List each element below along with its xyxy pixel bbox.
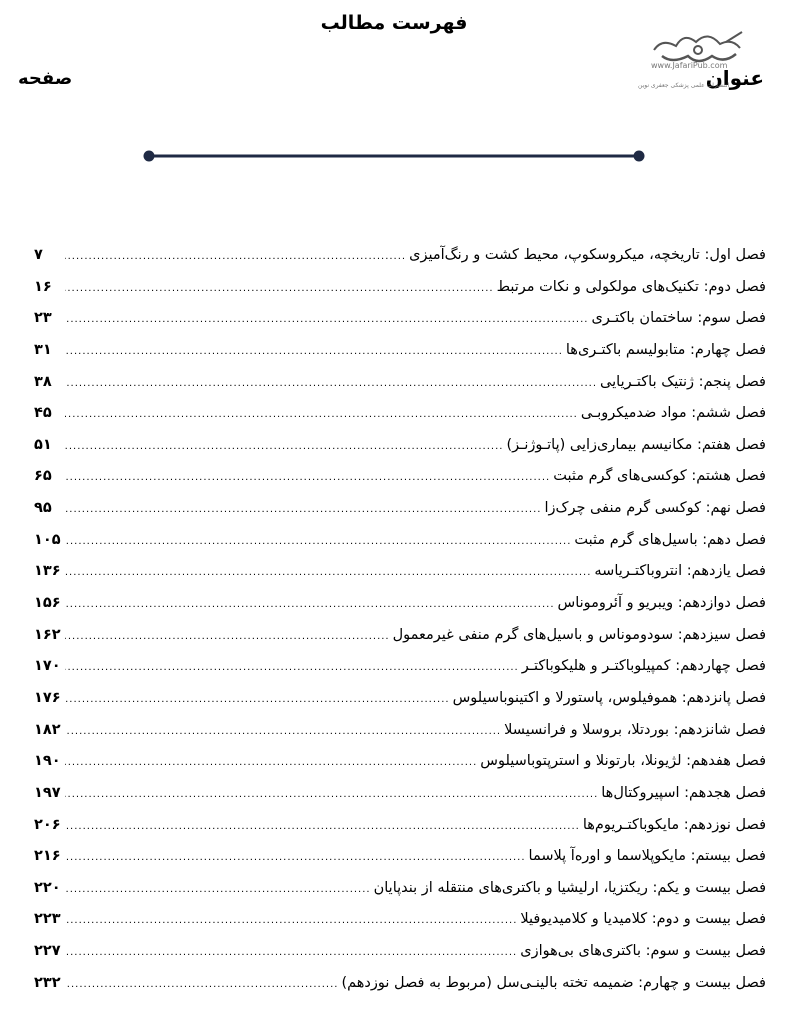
toc-leader-dots — [65, 947, 517, 958]
toc-entry-page: ۱۹۷ — [34, 784, 61, 801]
toc-entry-title: فصل هجدهم: اسپیروکتال‌ها — [601, 784, 766, 801]
toc-entry-title: فصل هشتم: کوکسی‌های گرم مثبت — [553, 468, 766, 485]
toc-entry — [34, 437, 766, 469]
toc-entry-title: فصل بیستم: مایکوپلاسما و اوره‌آ پلاسما — [528, 848, 766, 865]
page-title: فهرست مطالب — [320, 12, 468, 34]
toc-leader-dots — [65, 757, 477, 768]
toc-leader-dots — [65, 472, 550, 483]
toc-entry — [34, 658, 766, 690]
toc-entry — [34, 279, 766, 311]
toc-entry-page: ۱۸۲ — [34, 721, 61, 738]
toc-leader-dots — [65, 567, 591, 578]
toc-leader-dots — [65, 346, 563, 357]
toc-leader-dots — [65, 694, 450, 705]
toc-leader-dots — [65, 631, 390, 642]
toc-entry — [34, 405, 766, 437]
toc-entry-title: فصل اول: تاریخچه، میکروسکوپ، محیط کشت و رنگ‌آمیزی — [409, 247, 766, 263]
toc-leader-dots — [65, 504, 541, 515]
toc-entry — [34, 310, 766, 342]
toc-entry-title: فصل دوم: تکنیک‌های مولکولی و نکات مرتبط — [496, 278, 766, 295]
toc-entry-page: ۱۰۵ — [34, 531, 61, 548]
toc-entry-page: ۶۵ — [34, 468, 52, 485]
column-header-page: صفحه — [18, 68, 73, 89]
toc-entry — [34, 374, 766, 406]
toc-entry-title: فصل سوم: ساختمان باکتـری — [591, 310, 766, 327]
toc-entry-page: ۱۵۶ — [34, 595, 61, 612]
toc-entry-page: ۲۲۳ — [34, 911, 61, 928]
toc-entry — [34, 690, 766, 722]
toc-entry-title: فصل ششم: مواد ضدمیکروبـی — [580, 405, 766, 422]
toc-entry-page: ۲۲۰ — [34, 879, 61, 896]
toc-leader-dots — [65, 283, 494, 294]
toc-entry-page: ۱۶ — [34, 278, 52, 295]
toc-entry — [34, 627, 766, 659]
toc-entry-page: ۲۳ — [34, 310, 52, 327]
column-header-title: عنوان — [705, 66, 764, 90]
toc-entry-page: ۵۱ — [34, 436, 52, 453]
toc-leader-dots — [65, 789, 598, 800]
toc-entry-page: ۱۷۰ — [34, 658, 61, 675]
toc-entry — [34, 848, 766, 880]
toc-leader-dots — [65, 821, 580, 832]
toc-entry-title: فصل سیزدهم: سودوموناس و باسیل‌های گرم منفی غیرمعمول — [392, 626, 766, 643]
toc-entry-page: ۲۳۲ — [34, 974, 61, 991]
toc-entry — [34, 943, 766, 975]
header-divider — [143, 150, 645, 162]
toc-entry-title: فصل بیست و سوم: باکتری‌های بی‌هوازی — [520, 943, 766, 960]
toc-entry-page: ۱۳۶ — [34, 563, 61, 580]
toc-entry-page: ۱۷۶ — [34, 689, 61, 706]
toc-leader-dots — [65, 884, 371, 895]
toc-entry-page: ۳۸ — [34, 373, 52, 390]
toc-entry-title: فصل هفدهم: لژیونلا، بارتونلا و استرپتوباسیلوس — [480, 753, 766, 770]
toc-leader-dots — [65, 536, 571, 547]
toc-entry-page: ۴۵ — [34, 405, 52, 422]
toc-entry-title: فصل بیست و دوم: کلامیدیا و کلامیدیوفیلا — [520, 911, 766, 928]
toc-entry — [34, 722, 766, 754]
toc-entry — [34, 911, 766, 943]
toc-leader-dots — [65, 409, 578, 420]
toc-leader-dots — [65, 441, 503, 452]
toc-entry-title: فصل چهاردهم: کمپیلوباکتـر و هلیکوباکتـر — [521, 658, 766, 675]
publisher-website: www.JafariPub.com — [651, 61, 728, 70]
toc-entry — [34, 753, 766, 785]
toc-entry — [34, 468, 766, 500]
toc-entry — [34, 595, 766, 627]
toc-leader-dots — [65, 314, 588, 325]
toc-leader-dots — [65, 599, 555, 610]
toc-entry-title: فصل بیست و چهارم: ضمیمه تخته بالینـی‌سل (مربوط به فصل نوزدهم) — [341, 974, 766, 991]
toc-entry-page: ۲۱۶ — [34, 848, 61, 865]
toc-entry-title: فصل چهارم: متابولیسم باکتـری‌ها — [565, 341, 766, 358]
toc-leader-dots — [65, 378, 597, 389]
toc-entry — [34, 342, 766, 374]
toc-leader-dots — [65, 852, 526, 863]
toc-entry-page: ۳۱ — [34, 341, 52, 358]
toc-entry-page: ۲۰۶ — [34, 816, 61, 833]
toc-entry — [34, 975, 766, 1007]
toc-leader-dots — [65, 979, 338, 990]
toc-entry-title: فصل پانزدهم: هموفیلوس، پاستورلا و اکتینوباسیلوس — [452, 689, 766, 706]
toc-entry-title: فصل هفتم: مکانیسم بیماری‌زایی (پاتـوژنـز) — [506, 436, 766, 453]
toc-entry-title: فصل نوزدهم: مایکوباکتـریوم‌ها — [582, 816, 766, 833]
toc-entry — [34, 785, 766, 817]
toc-entry-page: ۲۲۷ — [34, 943, 61, 960]
toc-entry-title: فصل بیست و یکم: ریکتزیا، ارلیشیا و باکتری‌های منتقله از بندپایان — [373, 879, 766, 896]
toc-entry-title: فصل دوازدهم: ویبریو و آئروموناس — [557, 595, 766, 612]
toc-entry — [34, 563, 766, 595]
toc-entry — [34, 532, 766, 564]
toc-entry-title: فصل پنجم: ژنتیک باکتـریایی — [600, 373, 766, 390]
toc-entry — [34, 817, 766, 849]
toc-entry-page: ۱۶۲ — [34, 626, 61, 643]
table-of-contents — [34, 247, 766, 1006]
toc-leader-dots — [65, 662, 519, 673]
toc-entry-page: ۱۹۰ — [34, 753, 61, 770]
publisher-name: انتشارات علمی پزشکی جعفری نوین — [638, 82, 730, 89]
toc-leader-dots — [65, 251, 406, 262]
toc-entry-page: ۹۵ — [34, 500, 52, 517]
toc-entry-title: فصل شانزدهم: بوردتلا، بروسلا و فرانسیسلا — [504, 721, 766, 738]
toc-entry — [34, 247, 766, 279]
toc-entry-page: ۷ — [34, 247, 43, 263]
toc-leader-dots — [65, 726, 501, 737]
toc-entry-title: فصل یازدهم: انتروباکتـریاسه — [594, 563, 766, 580]
toc-entry — [34, 880, 766, 912]
toc-leader-dots — [65, 915, 517, 926]
toc-entry — [34, 500, 766, 532]
toc-entry-title: فصل نهم: کوکسی گرم منفی چرک‌زا — [544, 500, 766, 517]
toc-entry-title: فصل دهم: باسیل‌های گرم مثبت — [574, 531, 766, 548]
